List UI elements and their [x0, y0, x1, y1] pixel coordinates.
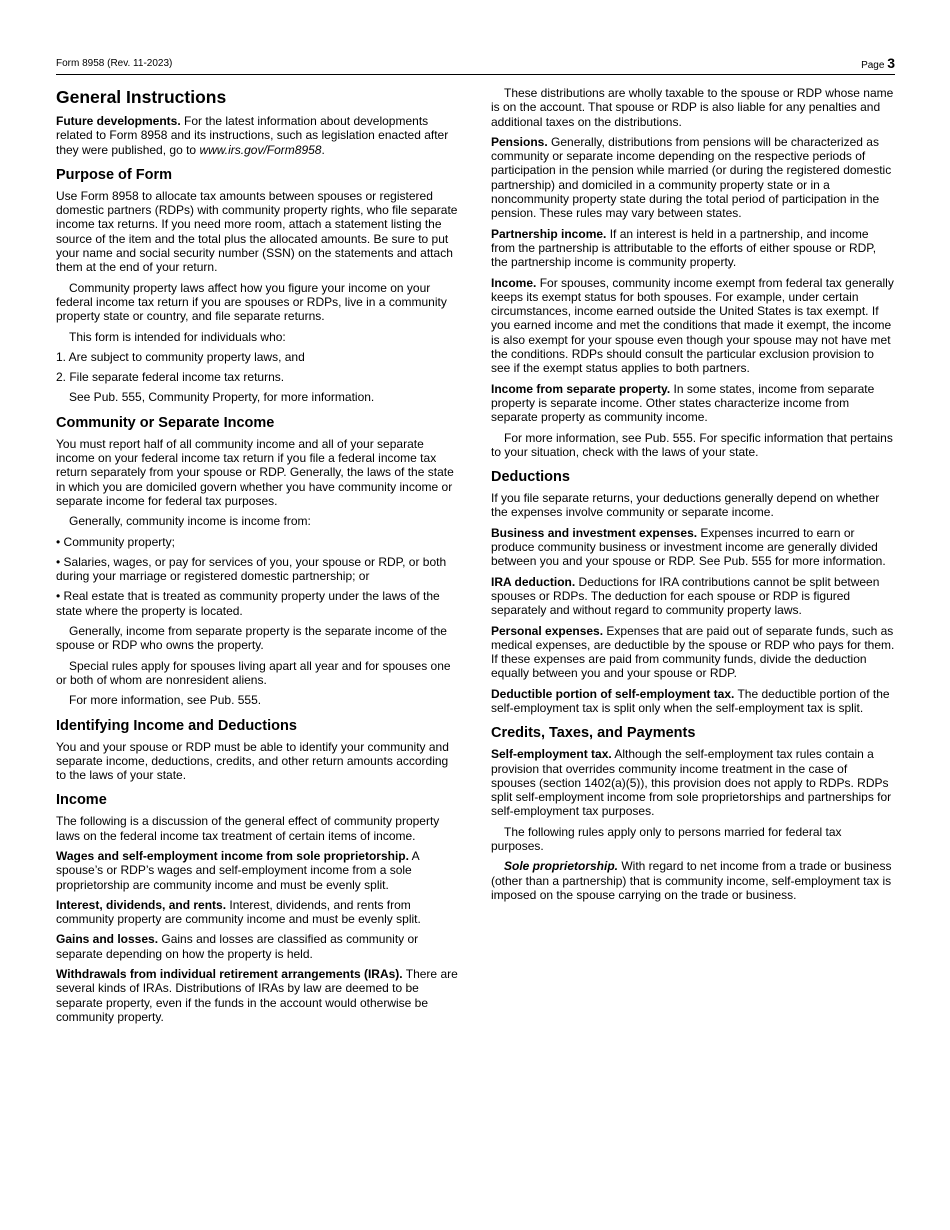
personal-expenses-text: Expenses that are paid out of separate funds, such as medical expenses, are deductible by the spouse or RDP who pays for them. If these expenses are paid from community funds, divide the deduction equally between you and your spouse or RDP.: [491, 623, 895, 681]
purpose-paragraph: This form is intended for individuals who:: [69, 329, 286, 344]
partnership-lead: Partnership income.: [491, 226, 607, 241]
separate-property-paragraph: [491, 382, 895, 425]
gains-lead: Gains and losses.: [56, 932, 159, 947]
left-column: [56, 86, 460, 1030]
page-label: Page: [861, 60, 885, 71]
se-tax-text: Although the self-employment tax rules contain a provision that overrides community income treatment in the case of spouses (section 1402(a)(5)), this provision does not apply to RDPs. RDPs split self-employment income from sole proprietorships and partnerships for self-employment tax purposes.: [491, 747, 892, 819]
business-paragraph: [491, 526, 895, 569]
future-developments-paragraph: Future developments. For the latest information about developments related to Form 8958 and its instructions, such as legislation enacted after they were published, go to www.irs.gov/Form8958.: [56, 114, 449, 157]
future-developments-text: For the latest information about developments related to Form 8958 and its instructions, such as legislation enacted after they were published, go to: [56, 114, 449, 157]
more-info-paragraph: For more information, see Pub. 555. For specific information that pertains to your situation, check with the laws of your state.: [491, 430, 893, 459]
purpose-list-item: 1. Are subject to community property laws, and: [56, 349, 305, 364]
page-number: 3: [887, 55, 895, 71]
community-bullet: • Real estate that is treated as community property under the laws of the state where the property is located.: [56, 589, 440, 618]
se-tax-paragraph: [491, 747, 895, 818]
pensions-lead: Pensions.: [491, 134, 548, 149]
income-text: For spouses, community income exempt from federal tax generally keeps its exempt status for both spouses. For example, under certain circumstances, income earned outside the United States is tax exempt. If you earned income and met the conditions that made it exempt, the income is also exempt for your spouse even though your spouse may not have met the conditions. RDPs should consult the particular exclusion provision to see if the exempt status applies to both partners.: [491, 275, 894, 376]
future-developments-lead: Future developments.: [56, 114, 181, 128]
separate-property-text: In some states, income from separate property is separate income. Other states characterize income from separate property as community income.: [491, 381, 875, 425]
sole-proprietorship-paragraph: [491, 859, 895, 902]
rules-paragraph: The following rules apply only to persons married for federal tax purposes.: [491, 824, 842, 854]
form-id: Form 8958 (Rev. 11-2023): [56, 58, 173, 69]
community-bullet: • Community property;: [56, 534, 175, 549]
se-deduction-text: The deductible portion of the self-employment tax is split only when the self-employment tax is split.: [491, 686, 890, 715]
community-paragraph: You must report half of all community income and all of your separate income on your federal income tax return if you file a federal income tax return separately from your spouse or RDP. Generally, the laws of the state in which you are domiciled govern whether you have community income or separate income for federal tax purposes.: [56, 436, 454, 508]
identifying-paragraph: You and your spouse or RDP must be able to identify your community and separate income, deductions, credits, and other return amounts according to the laws of your state.: [56, 739, 449, 783]
partnership-paragraph: [491, 227, 895, 270]
personal-expenses-lead: Personal expenses.: [491, 623, 604, 638]
community-bullet: • Salaries, wages, or pay for services of you, your spouse or RDP, or both during your marriage or registered domestic partnership; or: [56, 554, 447, 584]
identifying-title: Identifying Income and Deductions: [56, 717, 297, 734]
interest-lead: Interest, dividends, and rents.: [56, 897, 227, 912]
ira-deduction-lead: IRA deduction.: [491, 574, 576, 589]
wages-paragraph: [56, 849, 460, 892]
ira-paragraph: [56, 967, 460, 1024]
community-paragraph: Special rules apply for spouses living apart all year and for spouses one or both of whom are nonresident aliens.: [56, 658, 451, 687]
page-indicator: [861, 55, 895, 71]
form8958-link[interactable]: www.irs.gov/Form8958: [199, 142, 322, 157]
ira-deduction-paragraph: [491, 575, 895, 618]
gains-paragraph: [56, 932, 460, 961]
purpose-list-item: 2. File separate federal income tax returns.: [56, 370, 285, 385]
business-lead: Business and investment expenses.: [491, 525, 698, 540]
purpose-paragraph: Use Form 8958 to allocate tax amounts between spouses or registered domestic partners (RDPs) with community property rights, who file separate income tax returns. If you need more room, attach a statement listing the source of the item and the total plus the allocated amounts. Be sure to put your name and social security number (SSN) on the statements and attach them at the end of your return.: [56, 188, 458, 275]
community-paragraph: For more information, see Pub. 555.: [69, 693, 262, 708]
community-paragraph: Generally, community income is income from:: [69, 514, 311, 529]
partnership-text: If an interest is held in a partnership, and income from the partnership is attributable to the efforts of either spouse or RDP, the partnership income is community property.: [491, 226, 877, 270]
separate-property-lead: Income from separate property.: [491, 381, 671, 396]
pensions-text: Generally, distributions from pensions will be characterized as community or separate income depending on the respective periods of participation in the pension while married (or during the registered domestic partnership) and domiciled in a community property state or in a noncommunity property state during the total period of participation in the pension. These rules may vary between states.: [491, 134, 892, 221]
purpose-title: Purpose of Form: [56, 166, 173, 183]
purpose-paragraph: See Pub. 555, Community Property, for more information.: [69, 390, 375, 405]
income-exempt-paragraph: [491, 276, 895, 376]
deductions-paragraph: If you file separate returns, your deductions generally depend on whether the expenses involve community or separate income.: [491, 491, 880, 520]
general-instructions-title: General Instructions: [56, 87, 227, 107]
income-lead: Income.: [491, 275, 537, 290]
page-header: [56, 56, 895, 75]
income-paragraph: The following is a discussion of the general effect of community property laws on the federal income tax treatment of certain items of income.: [56, 814, 440, 843]
wages-text: A spouse’s or RDP’s wages and self-employment income from a sole proprietorship are community income and must be evenly split.: [56, 848, 419, 892]
community-title: Community or Separate Income: [56, 414, 275, 431]
income-title: Income: [56, 792, 107, 809]
se-deduction-lead: Deductible portion of self-employment tax.: [491, 686, 735, 701]
community-paragraph: Generally, income from separate property is the separate income of the spouse or RDP who owns the property.: [56, 624, 447, 653]
ira-text: There are several kinds of IRAs. Distributions of IRAs by law are deemed to be separate property, even if the funds in the account would otherwise be community property.: [56, 967, 458, 1024]
deductions-title: Deductions: [491, 469, 570, 486]
interest-text: Interest, dividends, and rents from community property are community income and must be evenly split.: [56, 897, 421, 927]
pensions-paragraph: [491, 135, 895, 221]
purpose-paragraph: Community property laws affect how you figure your income on your federal income tax return if you are spouses or RDPs, live in a community property state or country, and file separate returns.: [56, 280, 447, 324]
sole-proprietorship-text: With regard to net income from a trade or business (other than a partnership) that is community income, self-employment tax is imposed on the spouse carrying on the trade or business.: [491, 859, 892, 902]
credits-title: Credits, Taxes, and Payments: [491, 725, 696, 742]
se-deduction-paragraph: [491, 687, 895, 716]
business-text: Expenses incurred to earn or produce community business or investment income are generally divided between you and your spouse or RDP. See Pub. 555 for more information.: [491, 525, 886, 569]
personal-expenses-paragraph: [491, 624, 895, 681]
sole-proprietorship-lead: Sole proprietorship.: [504, 859, 619, 874]
gains-text: Gains and losses are classified as community or separate depending on how the property is held.: [56, 932, 419, 961]
interest-paragraph: [56, 898, 460, 927]
ira-lead: Withdrawals from individual retirement arrangements (IRAs).: [56, 967, 403, 982]
wages-lead: Wages and self-employment income from sole proprietorship.: [56, 848, 409, 863]
se-tax-lead: Self-employment tax.: [491, 747, 612, 762]
right-column: [491, 86, 895, 908]
ira-deduction-text: Deductions for IRA contributions cannot be split between spouses or RDPs. The deduction for each spouse or RDP is figured separately and without regard to community property laws.: [491, 574, 880, 618]
distributions-paragraph: These distributions are wholly taxable to the spouse or RDP whose name is on the account. That spouse or RDP is also liable for any penalties and additional taxes on the distributions.: [491, 86, 894, 129]
